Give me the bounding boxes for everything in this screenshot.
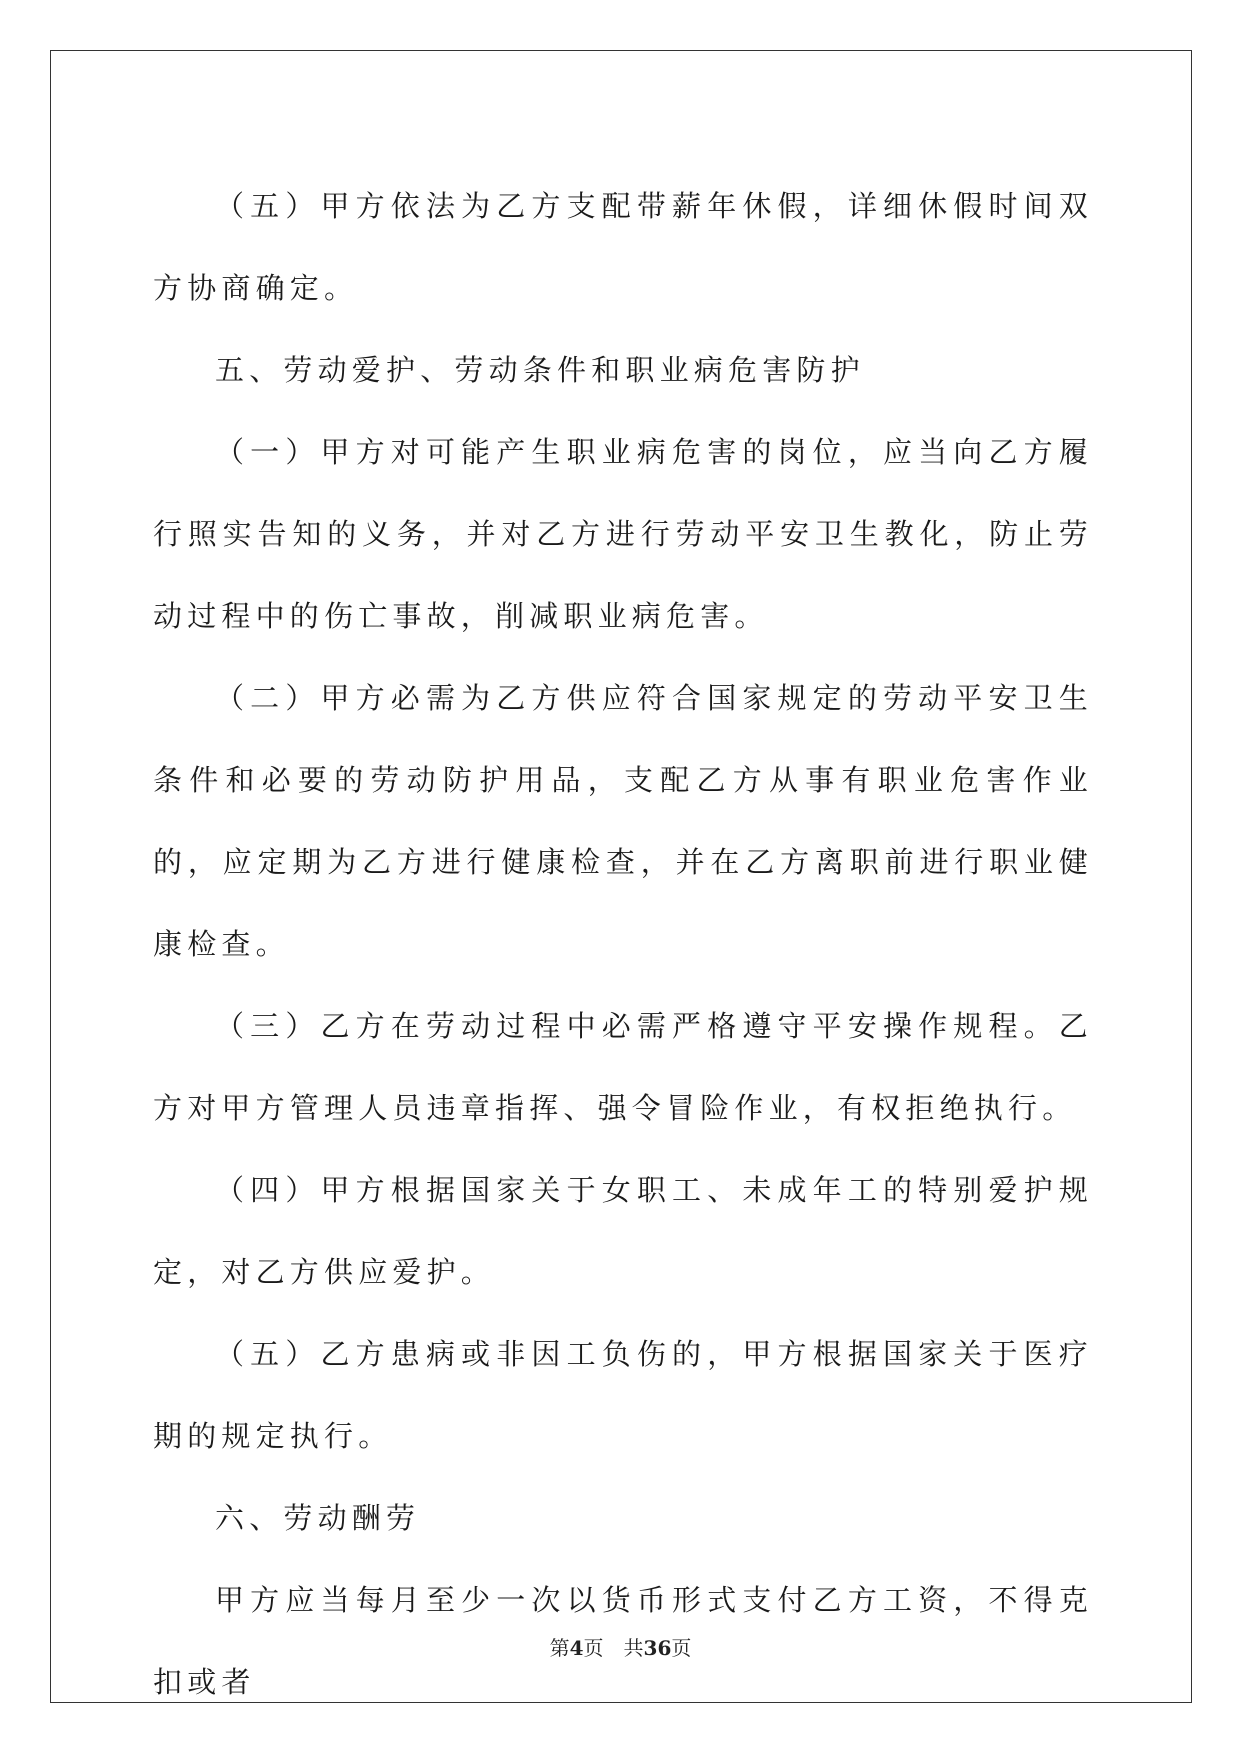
paragraph-medical-period: （五）乙方患病或非因工负伤的，甲方根据国家关于医疗期的规定执行。 bbox=[153, 1337, 1093, 1453]
footer-total-pages: 36 bbox=[643, 1636, 672, 1660]
paragraph-wage-payment: 甲方应当每月至少一次以货币形式支付乙方工资，不得克扣或者 bbox=[153, 1583, 1093, 1699]
document-body bbox=[153, 165, 1093, 1723]
paragraph-occupational-hazard-notice: （一）甲方对可能产生职业病危害的岗位，应当向乙方履行照实告知的义务，并对乙方进行劳动平安卫生教化，防止劳动过程中的伤亡事故，削减职业病危害。 bbox=[153, 435, 1093, 633]
footer-prefix: 第 bbox=[549, 1636, 570, 1660]
footer-suffix: 页 bbox=[671, 1636, 692, 1660]
section-heading-remuneration: 六、劳动酬劳 bbox=[215, 1501, 421, 1535]
paragraph-safety-rules: （三）乙方在劳动过程中必需严格遵守平安操作规程。乙方对甲方管理人员违章指挥、强令冒险作业，有权拒绝执行。 bbox=[153, 1009, 1093, 1125]
paragraph-safety-conditions: （二）甲方必需为乙方供应符合国家规定的劳动平安卫生条件和必要的劳动防护用品，支配乙方从事有职业危害作业的，应定期为乙方进行健康检查，并在乙方离职前进行职业健康检查。 bbox=[153, 681, 1093, 961]
footer-middle: 页 共 bbox=[583, 1636, 644, 1660]
footer-page-number: 4 bbox=[569, 1636, 584, 1660]
paragraph-special-protection: （四）甲方根据国家关于女职工、未成年工的特别爱护规定，对乙方供应爱护。 bbox=[153, 1173, 1093, 1289]
paragraph-annual-leave: （五）甲方依法为乙方支配带薪年休假，详细休假时间双方协商确定。 bbox=[153, 189, 1093, 305]
page-footer bbox=[0, 1632, 1241, 1661]
section-heading-labor-protection: 五、劳动爱护、劳动条件和职业病危害防护 bbox=[215, 353, 865, 387]
